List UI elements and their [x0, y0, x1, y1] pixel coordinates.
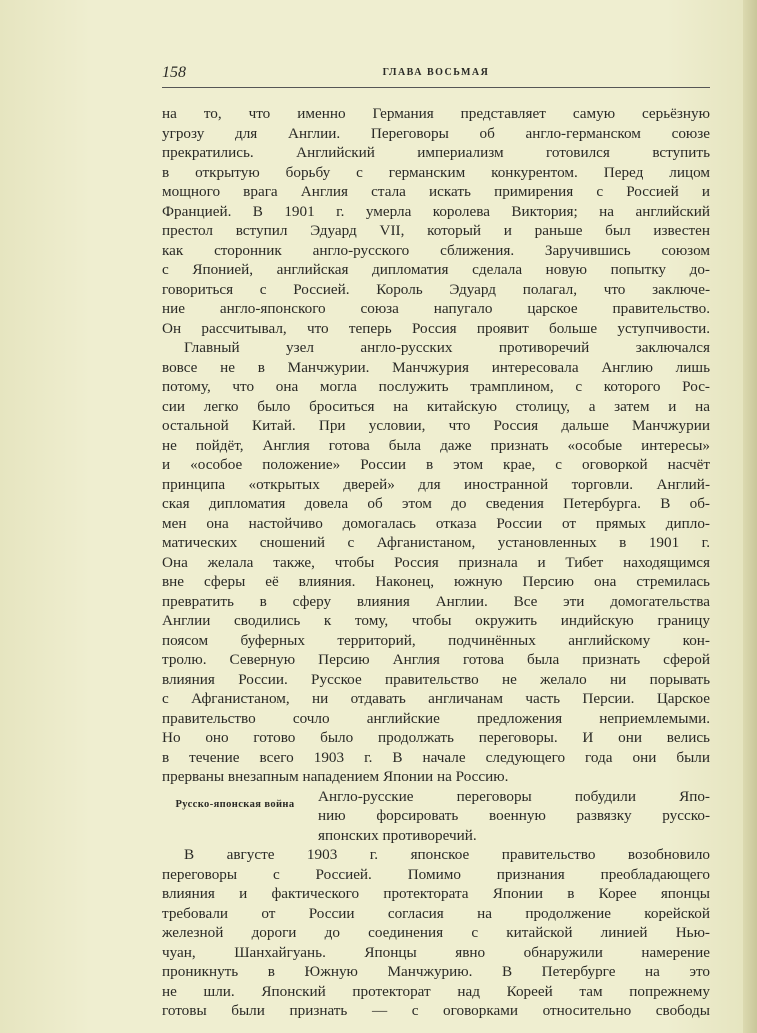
text-line: на то, что именно Германия представляет самую серьёзную — [162, 105, 710, 122]
text-line: переговоры с Россией. Помимо признания преобладающего — [162, 865, 710, 883]
text-line: Но оно готово было продолжать переговоры. И они велись — [162, 729, 710, 746]
paragraph-2 — [162, 338, 710, 787]
text-line: остальной Китай. При условии, что Россия дальше Манчжурии — [162, 417, 710, 434]
text-line: угрозу для Англии. Переговоры об англо-германском союзе — [162, 124, 710, 142]
text-line: японских противоречий. — [318, 826, 477, 844]
text-line: престол вступил Эдуард VII, который и раньше был известен — [162, 222, 710, 239]
paragraph-3-with-sidenote — [162, 787, 710, 846]
page-number: 158 — [162, 64, 186, 81]
text-line: нию форсировать военную развязку русско- — [318, 807, 710, 824]
text-line: и «особое положение» России в этом крае, с оговоркой насчёт — [162, 456, 710, 473]
text-line: проникнуть в Южную Манчжурию. В Петербурге на это — [162, 963, 710, 980]
text-line: в течение всего 1903 г. В начале следующего года они были — [162, 748, 710, 766]
page-header — [162, 64, 710, 86]
text-line: вне сферы её влияния. Наконец, южную Персию она стремилась — [162, 573, 710, 590]
text-line: Англо-русские переговоры побудили Япо- — [318, 787, 710, 805]
text-line: не шли. Японский протекторат над Кореей там попрежнему — [162, 982, 710, 1000]
paragraph-1 — [162, 104, 710, 338]
text-line: требовали от России согласия на продолжение корейской — [162, 904, 710, 922]
text-line: влияния России. Русское правительство не желало ни порывать — [162, 670, 710, 688]
text-line: Она желала также, чтобы Россия признала и Тибет находящимся — [162, 553, 710, 571]
margin-heading: Русско-японская война — [175, 798, 295, 810]
running-head: ГЛАВА ВОСЬМАЯ — [382, 67, 490, 78]
text-line: не пойдёт, Англия готова была даже признать «особые интересы» — [162, 436, 710, 454]
text-line: Англии сводились к тому, чтобы окружить индийскую границу — [162, 612, 710, 629]
text-line: ская дипломатия довела об этом до сведения Петербурга. В об- — [162, 495, 710, 512]
body-text — [162, 104, 710, 1021]
text-line: Главный узел англо-русских противоречий заключался — [184, 339, 710, 356]
text-line: В августе 1903 г. японское правительство возобновило — [184, 846, 710, 863]
text-line: влияния и фактического протектората Японии в Корее японцы — [162, 885, 710, 902]
text-line: тролю. Северную Персию Англия готова была признать сферой — [162, 651, 710, 668]
header-rule — [162, 87, 710, 88]
text-line: принципа «открытых дверей» для иностранной торговли. Англий- — [162, 475, 710, 493]
text-line: мен она настойчиво домогалась отказа России от прямых дипло- — [162, 514, 710, 532]
text-line: ние англо-японского союза напугало царское правительство. — [162, 300, 710, 317]
text-line: матических сношений с Афганистаном, установленных в 1901 г. — [162, 534, 710, 551]
text-line: Францией. В 1901 г. умерла королева Виктория; на английский — [162, 202, 710, 220]
paragraph-3 — [318, 787, 710, 846]
text-line: с Афганистаном, ни отдавать англичанам часть Персии. Царское — [162, 690, 710, 707]
text-line: прекратились. Английский империализм готовился вступить — [162, 144, 710, 161]
text-line: чуан, Шанхайгуань. Японцы явно обнаружили намерение — [162, 943, 710, 961]
text-line: как сторонник англо-русского сближения. Заручившись союзом — [162, 241, 710, 259]
text-line: железной дороги до соединения с китайской линией Нью- — [162, 924, 710, 941]
paragraph-4 — [162, 845, 710, 1021]
text-line: Он рассчитывал, что теперь Россия проявит больше уступчивости. — [162, 319, 710, 337]
text-line: в открытую борьбу с германским конкурентом. Перед лицом — [162, 163, 710, 181]
text-line: вовсе не в Манчжурии. Манчжурия интересовала Англию лишь — [162, 358, 710, 376]
text-line: с Японией, английская дипломатия сделала новую попытку до- — [162, 261, 710, 278]
text-line: превратить в сферу влияния Англии. Все эти домогательства — [162, 592, 710, 610]
text-line: сии легко было броситься на китайскую столицу, а затем и на — [162, 397, 710, 415]
text-line: говориться с Россией. Король Эдуард полагал, что заключе- — [162, 280, 710, 298]
text-line: готовы были признать — с оговорками относительно свободы — [162, 1002, 710, 1019]
text-line: прерваны внезапным нападением Японии на Россию. — [162, 768, 509, 785]
page-spine-shadow — [743, 0, 757, 1033]
text-line: правительство сочло английские предложения неприемлемыми. — [162, 709, 710, 727]
text-line: поясом буферных территорий, подчинённых английскому кон- — [162, 631, 710, 649]
text-line: потому, что она могла послужить трамплином, с которого Рос- — [162, 378, 710, 395]
text-line: мощного врага Англия стала искать примирения с Россией и — [162, 183, 710, 200]
